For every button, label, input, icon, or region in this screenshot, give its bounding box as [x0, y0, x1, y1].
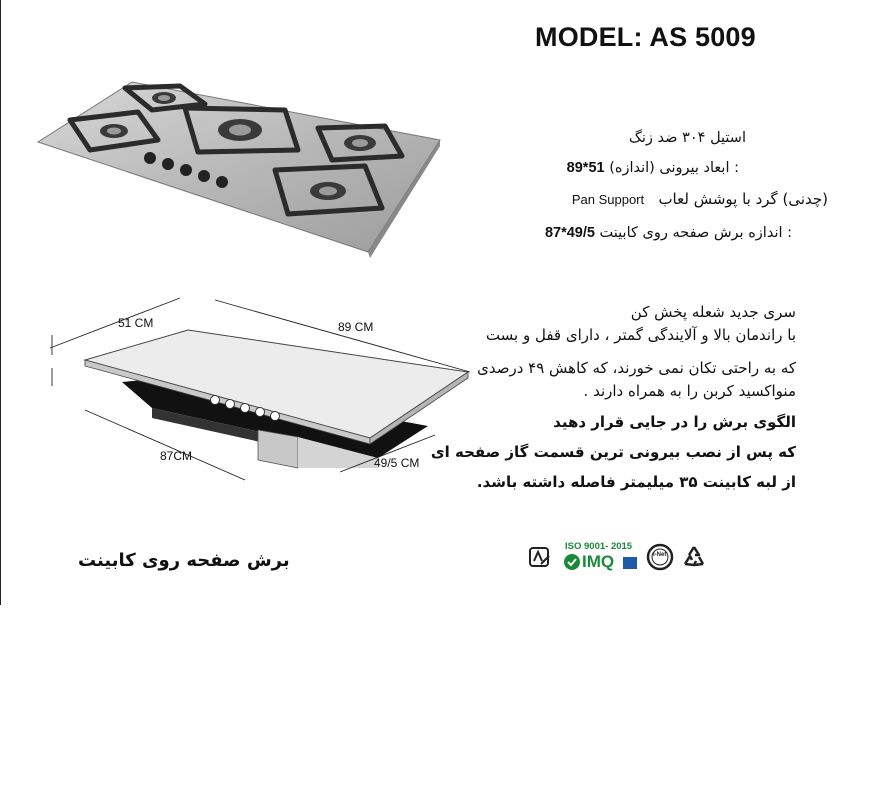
spec-cutout: [545, 225, 792, 241]
inet-label: I-Net: [653, 552, 667, 558]
dim-width-top: 89 CM: [338, 320, 374, 334]
model-value: AS 5009: [649, 22, 756, 52]
dim-depth-cut: 49/5 CM: [374, 456, 420, 470]
description-line-5: الگوی برش را در جایی قرار دهید: [553, 413, 796, 431]
spec-outer-dims-text: : ابعاد بیرونی (اندازه): [609, 160, 739, 176]
spec-material: استیل ۳۰۴ ضد زنگ: [628, 130, 746, 146]
description-line-7: از لبه کابینت ۳۵ میلیمتر فاصله داشته باشد.: [476, 473, 796, 491]
dim-depth-top: 51 CM: [118, 316, 154, 330]
dim-width-cut: 87CM: [160, 449, 193, 463]
iso-label: ISO 9001- 2015: [565, 541, 633, 552]
imq-label: IMQ: [582, 552, 615, 571]
model-label: MODEL:: [535, 22, 643, 52]
spec-pan-support-label: Pan Support: [571, 192, 645, 207]
gas-hob-image: [30, 80, 450, 260]
spec-pan-support-text: (چدنی) گرد با پوشش لعاب: [658, 190, 828, 208]
spec-cutout-value: 87*49/5: [544, 225, 595, 241]
description-line-3: که به راحتی تکان نمی خورند، که کاهش ۴۹ درصدی: [477, 359, 796, 377]
spec-outer-dims-value: 89*51: [566, 160, 605, 176]
cert-doc-icon: [527, 544, 553, 570]
recycle-icon: [681, 544, 707, 570]
description-line-2: با راندمان بالا و آلایندگی گمتر ، دارای قفل و بست: [485, 326, 796, 344]
spec-cutout-text: : اندازه برش صفحه روی کابینت: [599, 225, 792, 241]
description-line-6: که پس از نصب بیرونی ترین قسمت گاز صفحه ای: [430, 443, 796, 461]
spec-pan-support: [572, 190, 828, 208]
model-title: [535, 22, 756, 53]
cut-title: برش صفحه روی کابینت: [78, 550, 290, 571]
description-line-1: سری جدید شعله پخش کن: [630, 303, 796, 321]
spec-outer-dims: [567, 160, 739, 176]
description-line-4: منواکسید کربن را به همراه دارند .: [583, 382, 796, 400]
page-border-line: [0, 0, 1, 605]
